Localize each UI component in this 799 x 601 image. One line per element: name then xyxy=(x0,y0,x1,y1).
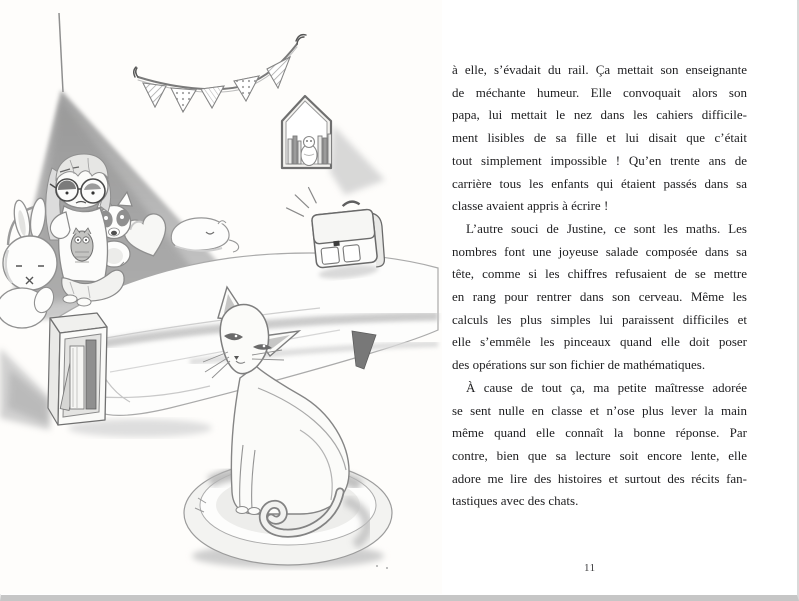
floor-dots xyxy=(376,565,388,569)
emphasis-rays xyxy=(285,187,318,218)
girl-foot xyxy=(77,298,91,306)
paragraph xyxy=(452,218,747,377)
book xyxy=(86,340,96,409)
text-line: classe avaient appris à écrire ! xyxy=(452,198,609,214)
text-line: contre, bien que sa lecture soit encore lente, elle xyxy=(452,447,747,463)
satchel-handle xyxy=(342,201,359,206)
text-line: tout simplement impossible ! Qu’en trente ans de xyxy=(452,152,747,168)
text-line: L’autre souci de Justine, ce sont les maths. Les xyxy=(466,220,747,236)
paragraph xyxy=(452,377,747,513)
text-line: calculs les plus simples lui paraissent difficiles et xyxy=(452,311,747,327)
paragraph xyxy=(452,59,747,218)
page-number: 11 xyxy=(584,562,596,574)
text-line: se sent nulle en classe et n’ose plus lever la main xyxy=(452,402,747,418)
text-line: carrière tous les enfants qui étaient passés dans sa xyxy=(452,175,747,191)
bunting-garland xyxy=(134,35,306,112)
text-line: papa, lui mettait le nez dans les cahiers difficile- xyxy=(452,107,747,123)
garland-hook-icon xyxy=(134,67,138,77)
text-line: en rang pour rentrer dans son cerveau. Même les xyxy=(452,289,747,305)
bird-figurine xyxy=(301,137,317,166)
sleeping-plush xyxy=(171,218,238,252)
text-line: ment lisibles de sa fille et lui disait que c’était xyxy=(452,130,747,146)
house-shelf xyxy=(282,96,385,195)
story-text xyxy=(452,59,747,513)
text-line: de méchante humeur. Elle convoquait alors son xyxy=(452,84,747,100)
satchel-clasp xyxy=(333,241,339,247)
text-line: des opérations sur son fichier de mathématiques. xyxy=(452,357,706,373)
owl-pajama-print xyxy=(71,228,93,262)
text-line: tête, comme si les chiffres refusaient de se mettre xyxy=(452,266,747,282)
text-line: À cause de tout ça, ma petite maîtresse adorée xyxy=(466,379,747,395)
text-line: elle s’emmêle les pinceaux quand elle doit poser xyxy=(452,334,747,350)
text-line: même quand elle connaît la bonne réponse. Par xyxy=(452,425,747,441)
text-line: à elle, s’évadait du rail. Ça mettait son enseignante xyxy=(452,62,747,77)
garland-hook-icon xyxy=(296,35,306,44)
girl-foot xyxy=(63,295,77,303)
text-line: tastiques avec des chats. xyxy=(452,493,579,509)
text-line: nombres font une joyeuse salade composée dans sa xyxy=(452,243,747,259)
text-page xyxy=(442,0,797,594)
cube-bookshelf xyxy=(0,313,107,430)
text-line: adore me lire des histoires et surtout des récits fan- xyxy=(452,470,747,486)
